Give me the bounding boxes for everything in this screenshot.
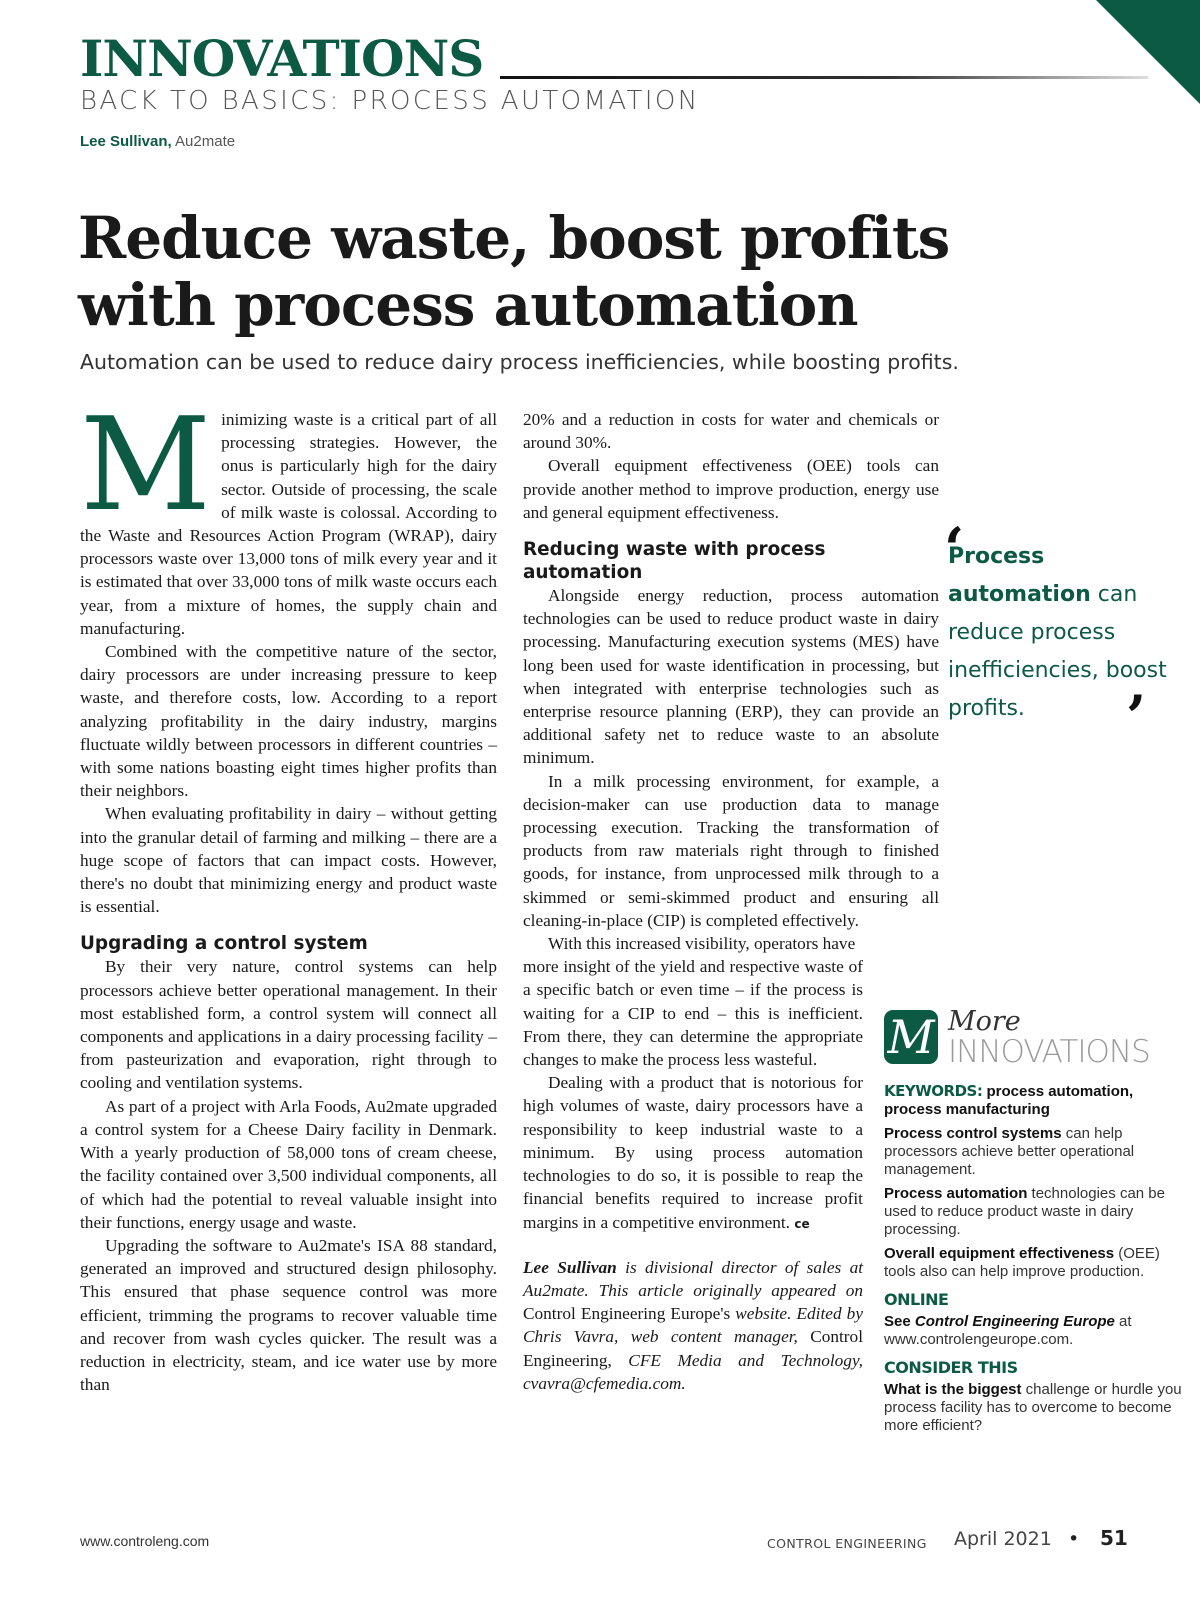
pull-quote-text: can reduce process inefficiencies, boost profits. [948, 582, 1167, 721]
page-number: 51 [1100, 1526, 1128, 1550]
footer-bullet: • [1068, 1528, 1080, 1550]
badge-more: More [948, 1006, 1021, 1037]
paragraph: Upgrading the software to Au2mate's ISA 88 standard, generated an improved and structured design philosophy. This ensured that phase sequence control was more efficient, trimming the programs to recover valuable time and recover from wash cycles quicker. The result was a reduction in electricity, steam, and ice water use by more than [80, 1235, 497, 1395]
more-innovations-badge [884, 1006, 1184, 1070]
m-logo-icon: M [884, 1010, 938, 1064]
paragraph: more insight of the yield and respective waste of a specific batch or even time – if the process is waiting for a CIP to end – this is inefficient. From there, they can determine the appropriate changes to make the process less wasteful. [523, 957, 863, 1070]
paragraph [523, 1071, 863, 1235]
section-subtitle: BACK TO BASICS: PROCESS AUTOMATION [80, 86, 700, 116]
paragraph: In a milk processing environment, for example, a decision-maker can use production data to manage processing execution. Tracking the transformation of products from raw materials right through to finished goods, for instance, from unprocessed milk through to a skimmed or semi-skimmed product and ensuring all cleaning-in-place (CIP) is completed effectively. [523, 771, 939, 930]
consider-rest: challenge or hurdle you process facility has to overcome to become more efficient? [884, 1381, 1182, 1434]
end-mark: ce [794, 1216, 810, 1231]
paragraph: Overall equipment effectiveness (OEE) tools can provide another method to improve production, energy use and general equipment effectiveness. [523, 456, 939, 522]
footer-url[interactable]: www.controleng.com [80, 1533, 210, 1549]
sidebar-item-text: technologies can be used to reduce product waste in dairy processing. [884, 1185, 1165, 1238]
keywords-label: KEYWORDS: [884, 1082, 983, 1100]
byline [80, 133, 235, 150]
close-quote-mark: ’ [1126, 683, 1147, 751]
bio-publication: Control Engineering, [523, 1327, 863, 1370]
drop-cap: M [80, 391, 212, 540]
article-column-1 [80, 391, 497, 1396]
author-name: Lee Sullivan, [80, 133, 172, 150]
subhead: Reducing waste with process automation [523, 539, 826, 584]
sidebar [884, 1082, 1184, 1441]
online-text [884, 1313, 1184, 1349]
sidebar-item-bold: Process control systems [884, 1125, 1062, 1142]
narrow-text [523, 955, 939, 1395]
section-title: INNOVATIONS [80, 29, 484, 88]
footer-date: April 2021 [954, 1528, 1052, 1550]
keywords-text: process automation, process manufacturing [884, 1083, 1134, 1118]
online-publication: Control Engineering Europe [914, 1313, 1115, 1330]
sidebar-item-text: (OEE) tools also can help improve production. [884, 1245, 1160, 1280]
paragraph: When evaluating profitability in dairy – without getting into the granular detail of farming and milking – there are a huge scope of factors that can impact costs. However, there's no doubt that minimizing energy and product waste is essential. [80, 804, 497, 917]
corner-accent [1096, 0, 1200, 104]
sidebar-item [884, 1185, 1184, 1239]
bio-text: CFE Media and Technology, cvavra@cfemedia.com. [523, 1350, 863, 1393]
online-see: See [884, 1313, 915, 1330]
consider-text [884, 1381, 1184, 1435]
bio-text: is divisional director of sales at Au2mate. This article originally appeared on [523, 1257, 864, 1300]
pull-quote-strong: Process automation [948, 544, 1091, 607]
online-link[interactable]: at www.controlengeurope.com. [884, 1313, 1132, 1348]
paragraph: Combined with the competitive nature of the sector, dairy processors are under increasing pressure to keep waste, and therefore costs, low. According to a report analyzing profitability in the dairy industry, margins fluctuate wildly between processors in different countries – with some nations boasting eight times higher profits than their neighbors. [80, 642, 497, 801]
paragraph-text: inimizing waste is a critical part of all processing strategies. However, the onus is particularly high for the dairy sector. Outside of processing, the scale of milk waste is colossal. According to the Waste and Resources Action Program (WRAP), dairy processors waste over 13,000 tons of milk every year and it is estimated that over 33,000 tons of milk waste occurs each year, from a mixture of homes, the supply chain and manufacturing. [80, 410, 497, 638]
bio-name: Lee Sullivan [523, 1257, 617, 1277]
consider-bold: What is the biggest [884, 1381, 1022, 1398]
article-column-2 [523, 408, 939, 1395]
sidebar-item-text: can help processors achieve better operational management. [884, 1125, 1135, 1178]
author-bio [523, 1256, 863, 1395]
footer-magazine: CONTROL ENGINEERING [767, 1536, 927, 1551]
author-company: Au2mate [175, 133, 236, 150]
keywords [884, 1082, 1184, 1119]
bio-text: website. Edited by Chris Vavra, web content manager, [523, 1304, 863, 1347]
consider-heading: CONSIDER THIS [884, 1358, 1018, 1377]
sidebar-item [884, 1125, 1184, 1179]
paragraph [80, 391, 497, 640]
section-rule [500, 76, 1148, 79]
paragraph: With this increased visibility, operators have [548, 934, 856, 954]
bio-publication: Control Engineering Europe's [523, 1304, 731, 1324]
article-deck: Automation can be used to reduce dairy process inefficiencies, while boosting profits. [80, 350, 959, 374]
sidebar-item-bold: Overall equipment effectiveness [884, 1245, 1115, 1262]
paragraph: 20% and a reduction in costs for water and chemicals or around 30%. [523, 410, 939, 453]
online-heading: ONLINE [884, 1290, 949, 1309]
subhead: Upgrading a control system [80, 933, 368, 955]
sidebar-item-bold: Process automation [884, 1185, 1028, 1202]
badge-innovations: INNOVATIONS [948, 1034, 1150, 1070]
paragraph-text: Dealing with a product that is notorious for high volumes of waste, dairy processors have a responsibility to keep industrial waste to a minimum. By using process automation technologies to do so, it is possible to reap the financial benefits required to increase profit margins in a competitive environment. [523, 1073, 863, 1232]
article-headline: Reduce waste, boost profits with process automation [78, 204, 950, 339]
paragraph: Alongside energy reduction, process automation technologies can be used to reduce product waste in dairy processing. Manufacturing execution systems (MES) have long been used for waste identification in processing, but when integrated with enterprise technologies such as enterprise resource planning (ERP), they can provide an additional safety net to reduce waste to an absolute minimum. [523, 586, 939, 768]
paragraph: By their very nature, control systems can help processors achieve better operational management. In their most established form, a control system will connect all components and applications in a dairy processing facility – from pasteurization and evaporation, right through to cooling and ventilation systems. [80, 957, 497, 1093]
sidebar-item [884, 1245, 1184, 1281]
open-quote-mark: ‘ [944, 515, 965, 583]
paragraph: As part of a project with Arla Foods, Au2mate upgraded a control system for a Cheese Dairy facility in Denmark. With a yearly production of 58,000 tons of cream cheese, the facility contained over 3,500 individual components, all of which had the potential to reveal valuable insight into their functions, energy usage and waste. [80, 1096, 497, 1232]
